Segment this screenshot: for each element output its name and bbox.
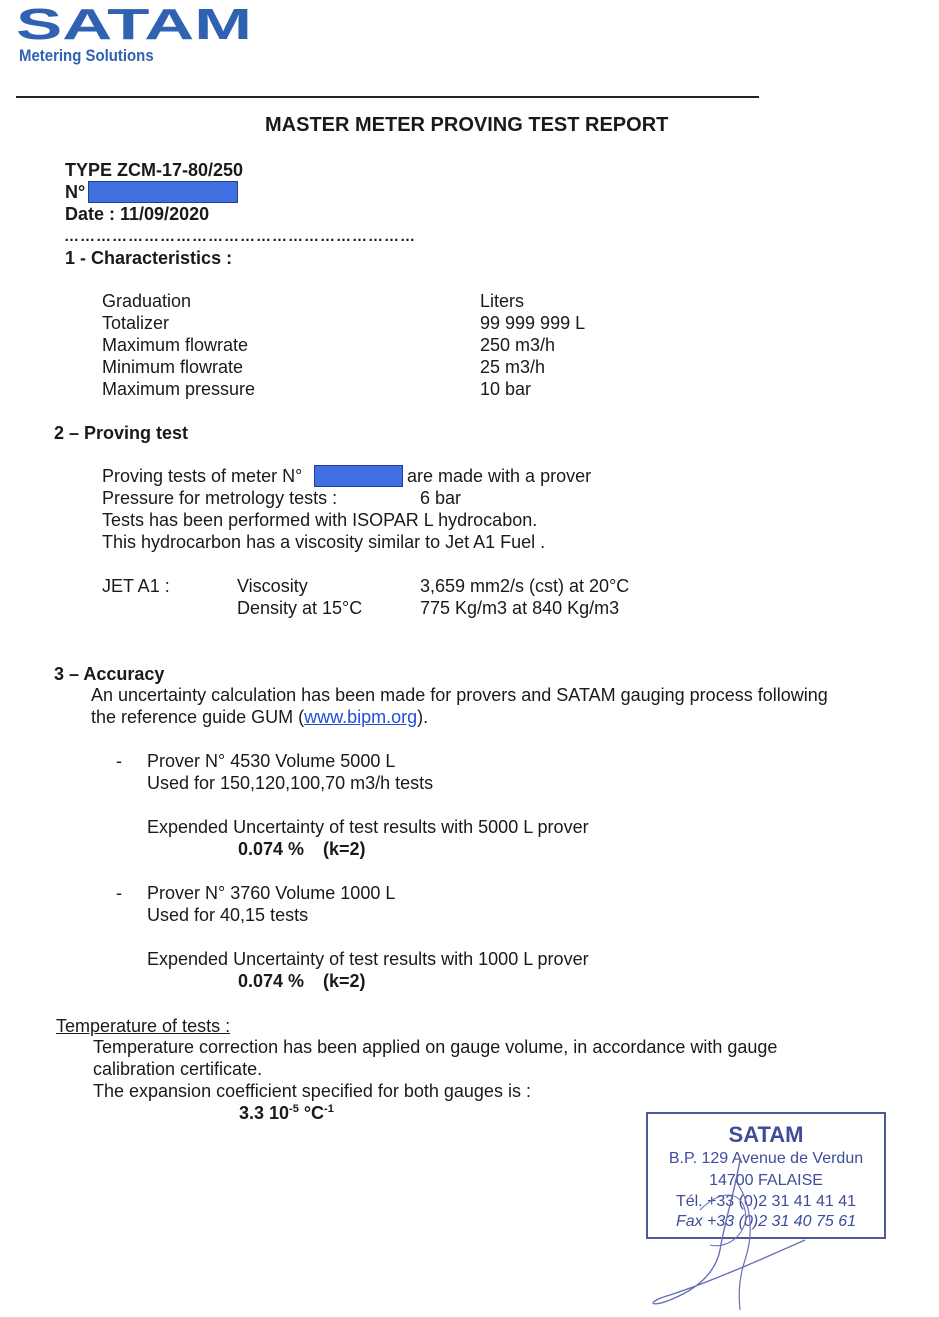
logo-subtitle: Metering Solutions	[19, 46, 154, 65]
header-divider	[16, 96, 759, 98]
bullet-prover2: -	[116, 883, 122, 903]
redacted-serial	[88, 181, 238, 203]
proving-line-start: Proving tests of meter N°	[102, 466, 303, 486]
section2-heading: 2 – Proving test	[54, 423, 189, 443]
char-value-max-flowrate: 250 m3/h	[480, 335, 556, 355]
accuracy-intro-line1: An uncertainty calculation has been made for provers and SATAM gauging process following	[91, 685, 828, 705]
viscosity-value: 3,659 mm2/s (cst) at 20°C	[420, 576, 630, 596]
coef-unit: °C	[298, 1103, 325, 1123]
char-label-graduation: Graduation	[102, 291, 192, 311]
jet-label: JET A1 :	[102, 576, 170, 596]
handwritten-signature	[640, 1150, 840, 1315]
svg-text:SATAM: SATAM	[16, 4, 253, 44]
dotted-separator: …………………………………………………………	[64, 228, 416, 245]
stamp-tel: Tél. +33 (0)2 31 41 41 41	[675, 1193, 857, 1210]
viscosity-label: Viscosity	[237, 576, 308, 596]
char-label-totalizer: Totalizer	[102, 313, 170, 333]
satam-logo	[16, 4, 256, 44]
temperature-line2: calibration certificate.	[93, 1059, 263, 1079]
prover1-value: 0.074 %	[238, 839, 305, 859]
viscosity-similar-line: This hydrocarbon has a viscosity similar to Jet A1 Fuel .	[102, 532, 546, 552]
stamp-fax: Fax +33 (0)2 31 40 75 61	[675, 1213, 857, 1230]
temperature-heading: Temperature of tests :	[56, 1016, 231, 1036]
accuracy-intro-line2	[91, 707, 428, 728]
coef-unit-exponent: -1	[324, 1103, 334, 1115]
prover1-line2: Used for 150,120,100,70 m3/h tests	[147, 773, 434, 793]
stamp-city: 14700 FALAISE	[709, 1172, 823, 1189]
density-label: Density at 15°C	[237, 598, 363, 618]
prover2-value: 0.074 %	[238, 971, 305, 991]
prover2-line2: Used for 40,15 tests	[147, 905, 309, 925]
char-label-max-pressure: Maximum pressure	[102, 379, 256, 399]
bullet-prover1: -	[116, 751, 122, 771]
prover2-k: (k=2)	[323, 971, 366, 991]
redacted-meter-number	[314, 465, 403, 487]
char-value-max-pressure: 10 bar	[480, 379, 532, 399]
section3-heading: 3 – Accuracy	[54, 664, 165, 684]
date-line: Date : 11/09/2020	[65, 204, 210, 224]
pressure-value: 6 bar	[420, 488, 462, 508]
intro-text-after: ).	[417, 707, 429, 727]
prover1-line1: Prover N° 4530 Volume 5000 L	[147, 751, 396, 771]
type-line: TYPE ZCM-17-80/250	[65, 160, 244, 180]
stamp-address: B.P. 129 Avenue de Verdun	[668, 1150, 864, 1167]
density-value: 775 Kg/m3 at 840 Kg/m3	[420, 598, 620, 618]
proving-line-end: are made with a prover	[407, 466, 592, 486]
char-label-max-flowrate: Maximum flowrate	[102, 335, 249, 355]
intro-text-before: the reference guide GUM (	[91, 707, 305, 727]
number-label: N°	[65, 182, 86, 202]
section1-heading: 1 - Characteristics :	[65, 248, 233, 268]
char-value-graduation: Liters	[480, 291, 525, 311]
prover2-uncertainty: Expended Uncertainty of test results with 1000 L prover	[147, 949, 589, 969]
prover1-uncertainty: Expended Uncertainty of test results with 5000 L prover	[147, 817, 589, 837]
char-label-min-flowrate: Minimum flowrate	[102, 357, 244, 377]
pressure-label: Pressure for metrology tests :	[102, 488, 338, 508]
stamp-name: SATAM	[728, 1122, 804, 1147]
coef-base: 3.3 10	[239, 1103, 290, 1123]
char-value-totalizer: 99 999 999 L	[480, 313, 586, 333]
temperature-line3: The expansion coefficient specified for both gauges is :	[93, 1081, 531, 1101]
coef-exponent: -5	[289, 1103, 299, 1115]
bipm-link[interactable]: www.bipm.org	[304, 707, 418, 727]
temperature-line1: Temperature correction has been applied on gauge volume, in accordance with gauge	[93, 1037, 778, 1057]
prover1-k: (k=2)	[323, 839, 366, 859]
char-value-min-flowrate: 25 m3/h	[480, 357, 546, 377]
expansion-coefficient	[239, 1103, 334, 1124]
prover2-line1: Prover N° 3760 Volume 1000 L	[147, 883, 396, 903]
report-title: MASTER METER PROVING TEST REPORT	[265, 114, 669, 136]
isopar-line: Tests has been performed with ISOPAR L hydrocabon.	[102, 510, 538, 530]
